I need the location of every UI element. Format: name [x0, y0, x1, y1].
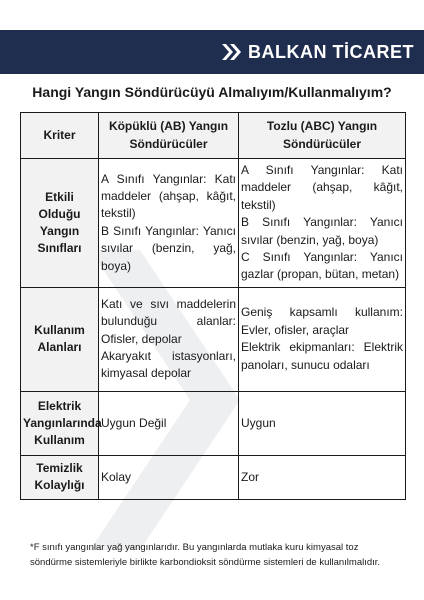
cell-line: Geniş kapsamlı kullanım: Evler, ofisler, araçlar [241, 305, 403, 337]
row-criterion: Etkili Olduğu Yangın Sınıfları [21, 159, 99, 288]
row-foam-cell [99, 287, 239, 391]
row-powder-cell: Zor [239, 455, 406, 499]
header-foam: Köpüklü (AB) Yangın Söndürücüler [99, 113, 239, 159]
table-row [21, 391, 406, 455]
row-foam-cell: Kolay [99, 455, 239, 499]
brand-name: BALKAN TİCARET [248, 41, 414, 62]
cell-line: Elektrik ekipmanları: Elektrik panoları, sunucu odaları [241, 340, 403, 372]
row-criterion: Kullanım Alanları [21, 287, 99, 391]
page-title: Hangi Yangın Söndürücüyü Almalıyım/Kullanmalıyım? [32, 84, 392, 100]
cell-line: B Sınıfı Yangınlar: Yanıcı sıvılar (benzin, yağ, boya) [101, 223, 236, 273]
row-foam-cell [99, 159, 239, 288]
row-foam-cell: Uygun Değil [99, 391, 239, 455]
table-header-row [21, 113, 406, 159]
cell-line: A Sınıfı Yangınlar: Katı maddeler (ahşap, kâğıt, tekstil) [241, 163, 403, 212]
double-chevron-logo-icon [220, 42, 244, 62]
table-row [21, 159, 406, 288]
row-powder-cell [239, 159, 406, 288]
comparison-table [20, 112, 406, 500]
brand-header [0, 30, 424, 74]
cell-line: B Sınıfı Yangınlar: Yanıcı sıvılar (benzin, yağ, boya) [241, 215, 403, 247]
brand-logo [220, 39, 414, 65]
cell-line: C Sınıfı Yangınlar: Yanıcı gazlar (propan, bütan, metan) [241, 249, 403, 282]
table-row [21, 455, 406, 499]
header-powder: Tozlu (ABC) Yangın Söndürücüler [239, 113, 406, 159]
cell-line: A Sınıfı Yangınlar: Katı maddeler (ahşap, kâğıt, tekstil) [101, 171, 236, 221]
row-powder-cell [239, 287, 406, 391]
table-row [21, 287, 406, 391]
row-criterion: Temizlik Kolaylığı [21, 455, 99, 499]
cell-line: Katı ve sıvı maddelerin bulunduğu alanlar: Ofisler, depolar [101, 296, 236, 346]
footnote: *F sınıfı yangınlar yağ yangınlarıdır. Bu yangınlarda mutlaka kuru kimyasal toz söndürme sistemleriyle birlikte karbondioksit söndürme sistemleri de kullanılmalıdır. [30, 542, 381, 569]
row-criterion: Elektrik Yangınlarında Kullanım [21, 391, 99, 455]
header-criterion: Kriter [21, 113, 99, 159]
cell-line: Akaryakıt istasyonları, kimyasal depolar [101, 348, 236, 381]
row-powder-cell: Uygun [239, 391, 406, 455]
